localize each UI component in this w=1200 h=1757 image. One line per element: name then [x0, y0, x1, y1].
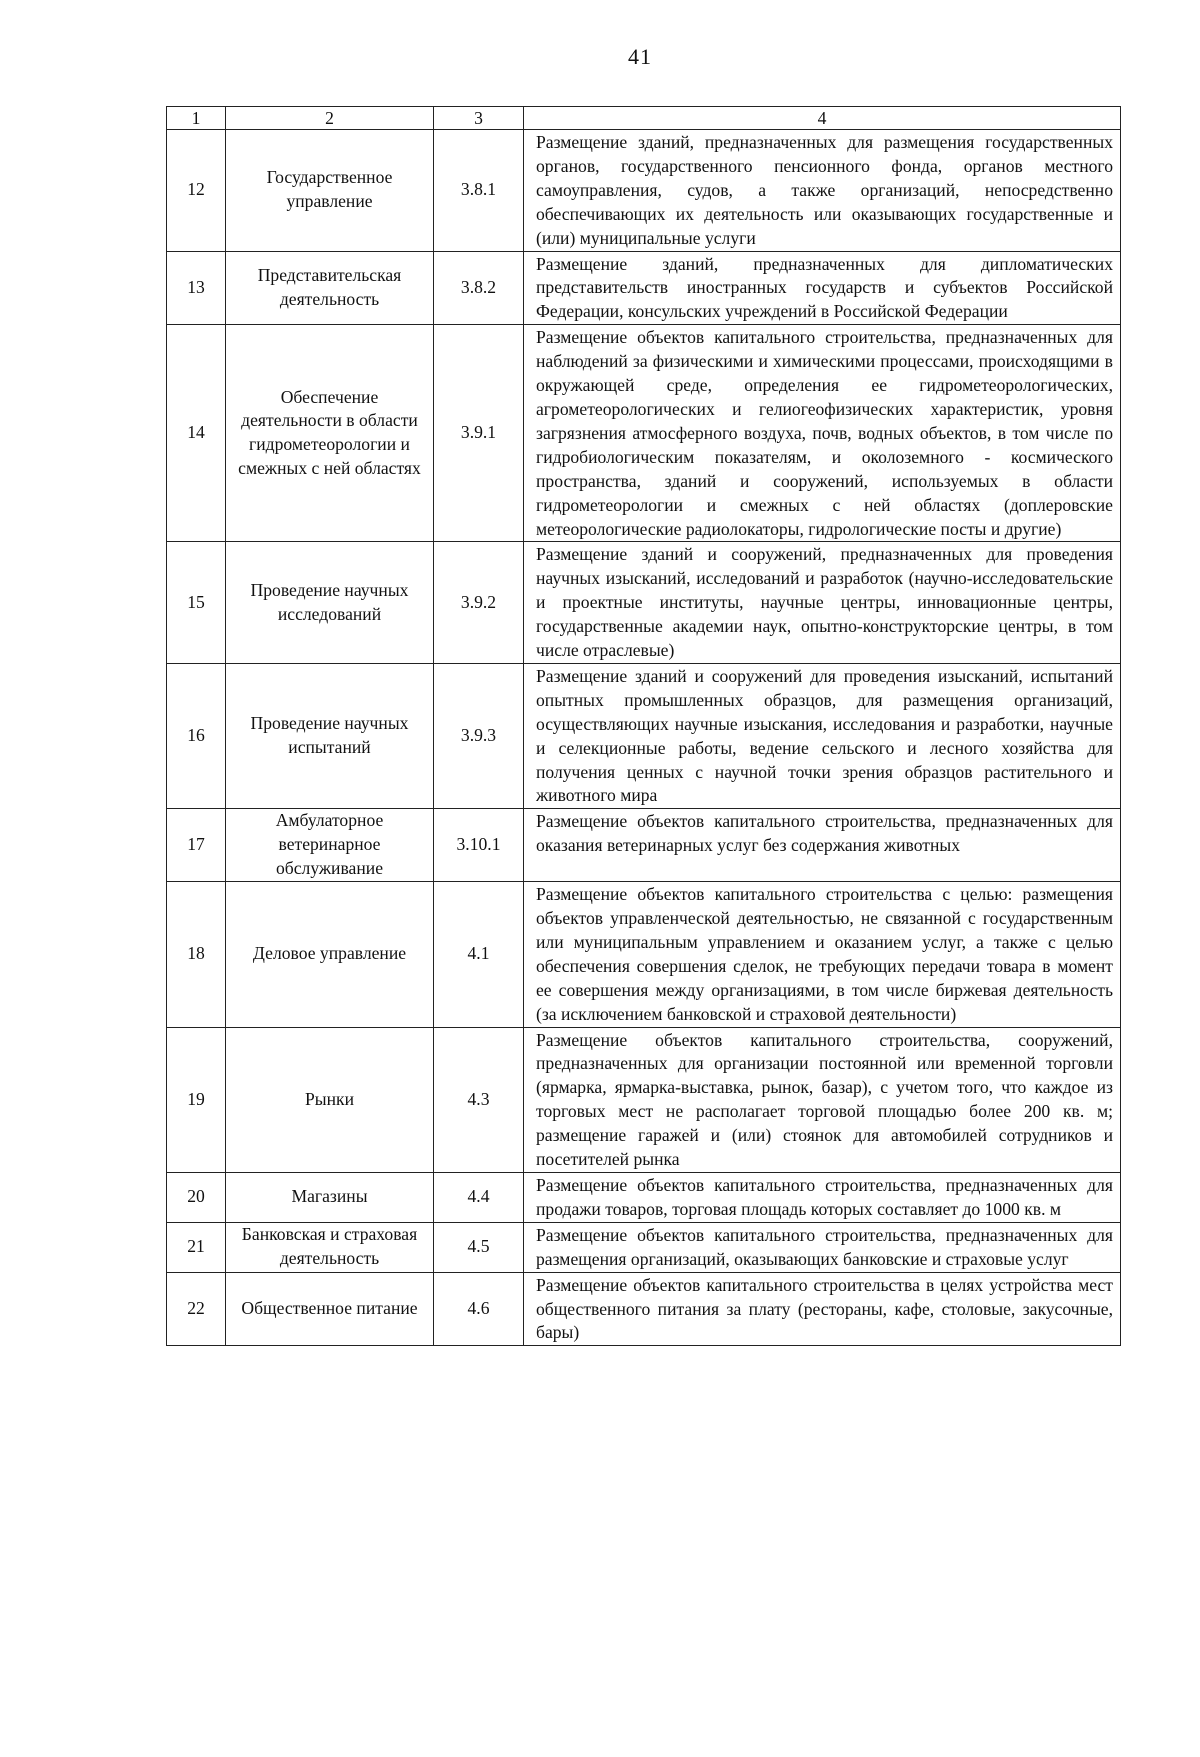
use-type-description: Размещение зданий, предназначенных для размещения государственных органов, государственного пенсионного фонда, органов местного самоуправления, судов, а также организаций, непосредственно обеспечивающих их деятельность или оказывающих государственные и (или) муниципальные услуги [524, 130, 1121, 252]
use-type-description: Размещение зданий и сооружений для проведения изысканий, испытаний опытных промышленных образцов, для размещения организаций, осуществляющих научные изыскания, исследования и разработки, научные и селекционные работы, ведение сельского и лесного хозяйства для получения ценных с научной точки зрения образцов растительного и животного мира [524, 663, 1121, 808]
row-number: 17 [167, 809, 226, 882]
use-type-name: Деловое управление [226, 882, 434, 1027]
use-type-code: 3.8.2 [434, 251, 524, 325]
use-type-code: 4.4 [434, 1172, 524, 1222]
row-number: 12 [167, 130, 226, 252]
use-type-code: 4.1 [434, 882, 524, 1027]
use-type-description: Размещение объектов капитального строительства с целью: размещения объектов управленческой деятельностью, не связанной с государственным или муниципальным управлением и оказанием услуг, а также с целью обеспечения совершения сделок, не требующих передачи товара в момент ее совершения между организациями, в том числе биржевая деятельность (за исключением банковской и страховой деятельности) [524, 882, 1121, 1027]
row-number: 13 [167, 251, 226, 325]
row-number: 14 [167, 325, 226, 542]
header-col-1: 1 [167, 107, 226, 130]
row-number: 20 [167, 1172, 226, 1222]
use-type-code: 3.9.1 [434, 325, 524, 542]
table-row [167, 663, 1121, 808]
table-row [167, 882, 1121, 1027]
table-row [167, 130, 1121, 252]
header-col-2: 2 [226, 107, 434, 130]
table-row [167, 542, 1121, 664]
table-row [167, 1027, 1121, 1172]
use-type-description: Размещение объектов капитального строительства, предназначенных для продажи товаров, торговая площадь которых составляет до 1000 кв. м [524, 1172, 1121, 1222]
use-type-description: Размещение объектов капитального строительства, предназначенных для размещения организаций, оказывающих банковские и страховые услуг [524, 1222, 1121, 1272]
use-type-name: Представительская деятельность [226, 251, 434, 325]
use-type-code: 3.10.1 [434, 809, 524, 882]
use-type-name: Банковская и страховая деятельность [226, 1222, 434, 1272]
use-type-name: Государственное управление [226, 130, 434, 252]
table-header [167, 107, 1121, 130]
table-body [167, 130, 1121, 1346]
row-number: 19 [167, 1027, 226, 1172]
row-number: 21 [167, 1222, 226, 1272]
row-number: 22 [167, 1272, 226, 1346]
table-row [167, 1172, 1121, 1222]
header-col-4: 4 [524, 107, 1121, 130]
use-type-name: Магазины [226, 1172, 434, 1222]
use-type-description: Размещение объектов капитального строительства, предназначенных для оказания ветеринарных услуг без содержания животных [524, 809, 1121, 882]
use-type-description: Размещение зданий, предназначенных для дипломатических представительств иностранных государств и субъектов Российской Федерации, консульских учреждений в Российской Федерации [524, 251, 1121, 325]
land-use-table [166, 106, 1121, 1346]
row-number: 15 [167, 542, 226, 664]
use-type-description: Размещение объектов капитального строительства в целях устройства мест общественного питания за плату (рестораны, кафе, столовые, закусочные, бары) [524, 1272, 1121, 1346]
row-number: 16 [167, 663, 226, 808]
use-type-name: Проведение научных исследований [226, 542, 434, 664]
use-type-description: Размещение объектов капитального строительства, сооружений, предназначенных для организации постоянной или временной торговли (ярмарка, ярмарка-выставка, рынок, базар), с учетом того, что каждое из торговых мест не располагает торговой площадью более 200 кв. м; размещение гаражей и (или) стоянок для автомобилей сотрудников и посетителей рынка [524, 1027, 1121, 1172]
use-type-description: Размещение зданий и сооружений, предназначенных для проведения научных изысканий, исследований и разработок (научно-исследовательские и проектные институты, научные центры, инновационные центры, государственные академии наук, опытно-конструкторские центры, в том числе отраслевые) [524, 542, 1121, 664]
header-row [167, 107, 1121, 130]
use-type-name: Амбулаторное ветеринарное обслуживание [226, 809, 434, 882]
page-number: 41 [628, 44, 652, 69]
use-type-name: Общественное питание [226, 1272, 434, 1346]
use-type-code: 4.3 [434, 1027, 524, 1172]
use-type-code: 3.8.1 [434, 130, 524, 252]
row-number: 18 [167, 882, 226, 1027]
use-type-name: Проведение научных испытаний [226, 663, 434, 808]
header-col-3: 3 [434, 107, 524, 130]
table-row [167, 1272, 1121, 1346]
table-row [167, 809, 1121, 882]
use-type-description: Размещение объектов капитального строительства, предназначенных для наблюдений за физическими и химическими процессами, происходящими в окружающей среде, определения ее гидрометеорологических, агрометеорологических и гелиогеофизических характеристик, уровня загрязнения атмосферного воздуха, почв, водных объектов, в том числе по гидробиологическим показателям, и околоземного - космического пространства, зданий и сооружений, используемых в области гидрометеорологии и смежных с ней областях (доплеровские метеорологические радиолокаторы, гидрологические посты и другие) [524, 325, 1121, 542]
use-type-code: 3.9.2 [434, 542, 524, 664]
use-type-name: Рынки [226, 1027, 434, 1172]
table-row [167, 251, 1121, 325]
table-row [167, 325, 1121, 542]
use-type-code: 3.9.3 [434, 663, 524, 808]
use-type-code: 4.5 [434, 1222, 524, 1272]
use-type-name: Обеспечение деятельности в области гидрометеорологии и смежных с ней областях [226, 325, 434, 542]
use-type-code: 4.6 [434, 1272, 524, 1346]
table-row [167, 1222, 1121, 1272]
